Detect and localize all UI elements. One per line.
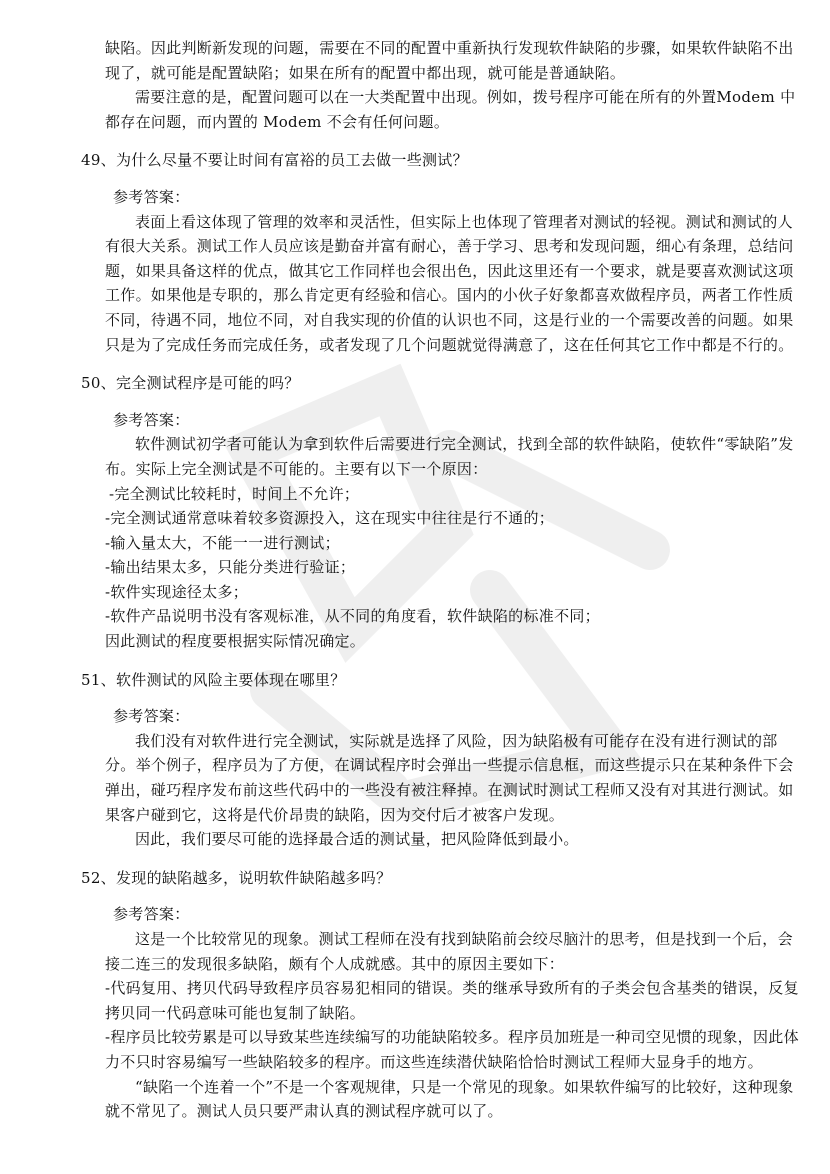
list-item: -软件实现途径太多； [105,582,249,601]
answer-52-conclusion: “缺陷一个连着一个”不是一个客观规律，只是一个常见的现象。如果软件编写的比较好，这种现象就不常见了。测试人员只要严肃认真的测试程序就可以了。 [105,1077,794,1121]
question-49: 49、为什么尽量不要让时间有富裕的员工去做一些测试？ [81,151,468,170]
list-item: -代码复用、拷贝代码导致程序员容易犯相同的错误。类的继承导致所有的子类会包含基类的错误，反复拷贝同一代码意味可能也复制了缺陷。 [105,979,799,1022]
answer-52-reason-list [105,976,805,1074]
answer-label-51: 参考答案： [113,707,190,726]
list-item: -完全测试通常意味着较多资源投入，这在现实中往往是行不通的； [105,509,555,528]
answer-label-49: 参考答案： [113,187,190,206]
question-50: 50、完全测试程序是可能的吗？ [81,374,300,393]
answer-51: 我们没有对软件进行完全测试，实际就是选择了风险，因为缺陷极有可能存在没有进行测试的部分。举个例子，程序员为了方便，在调试程序时会弹出一些提示信息框，而这些提示只在某种条件下会弹出，碰巧程序发布前这些代码中的一些没有被注释掉。在测试时测试工程师又没有对其进行测试。如果客户碰到它，这将是代价昂贵的缺陷，因为交付后才被客户发现。 [105,731,794,824]
document-body [81,36,805,1124]
answer-50-reason-list [105,482,805,630]
answer-50: 软件测试初学者可能认为拿到软件后需要进行完全测试，找到全部的软件缺陷，使软件“零缺陷”发布。实际上完全测试是不可能的。主要有以下一个原因： [105,435,794,478]
list-item: -输出结果太多，只能分类进行验证； [105,558,356,577]
intro-note-paragraph: 需要注意的是，配置问题可以在一大类配置中出现。例如，拨号程序可能在所有的外置Modem 中都存在问题，而内置的 Modem 不会有任何问题。 [105,88,796,131]
list-item: -完全测试比较耗时，时间上不允许； [109,484,360,503]
list-item: -软件产品说明书没有客观标准，从不同的角度看，软件缺陷的标准不同； [105,607,600,626]
question-52: 52、发现的缺陷越多，说明软件缺陷越多吗？ [81,868,392,887]
intro-paragraph: 缺陷。因此判断新发现的问题，需要在不同的配置中重新执行发现软件缺陷的步骤，如果软件缺陷不出现了，就可能是配置缺陷；如果在所有的配置中都出现，就可能是普通缺陷。 [105,39,794,82]
answer-51-conclusion: 因此，我们要尽可能的选择最合适的测试量，把风险降低到最小。 [135,830,579,849]
answer-52: 这是一个比较常见的现象。测试工程师在没有找到缺陷前会绞尽脑汁的思考，但是找到一个后，会接二连三的发现很多缺陷，颇有个人成就感。其中的原因主要如下： [105,930,793,973]
answer-49: 表面上看这体现了管理的效率和灵活性，但实际上也体现了管理者对测试的轻视。测试和测试的人有很大关系。测试工作人员应该是勤奋并富有耐心，善于学习、思考和发现问题，细心有条理，总结问题，如果具备这样的优点，做其它工作同样也会很出色，因此这里还有一个要求，就是要喜欢测试这项工作。如果他是专职的，那么肯定更有经验和信心。国内的小伙子好象都喜欢做程序员，两者工作性质不同，待遇不同，地位不同，对自我实现的价值的认识也不同，这是行业的一个需要改善的问题。如果只是为了完成任务而完成任务，或者发现了几个问题就觉得满意了，这在任何其它工作中都是不行的。 [105,212,794,354]
list-item: -输入量太大，不能一一进行测试； [105,533,340,552]
list-item: -程序员比较劳累是可以导致某些连续编写的功能缺陷较多。程序员加班是一种司空见惯的现象，因此体力不只时容易编写一些缺陷较多的程序。而这些连续潜伏缺陷恰恰时测试工程师大显身手的地方。 [105,1028,799,1071]
question-51: 51、软件测试的风险主要体现在哪里？ [81,670,346,689]
answer-label-50: 参考答案： [113,410,190,429]
answer-label-52: 参考答案： [113,905,190,924]
answer-50-conclusion: 因此测试的程度要根据实际情况确定。 [105,632,366,651]
